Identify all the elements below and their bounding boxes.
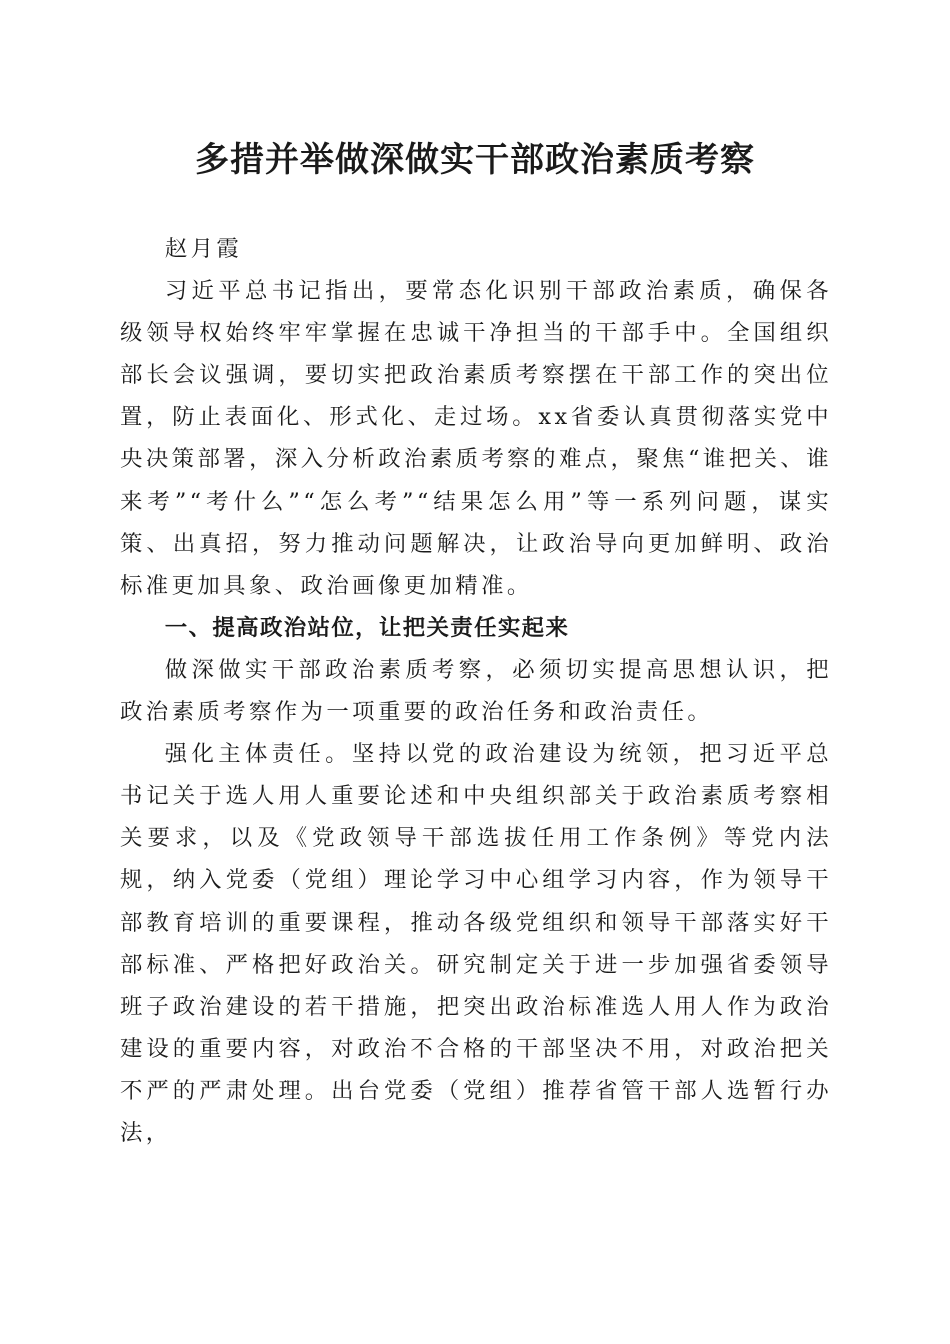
paragraph-section-lead: 做深做实干部政治素质考察，必须切实提高思想认识，把政治素质考察作为一项重要的政治任务和政治责任。 [120, 656, 832, 726]
document-body [120, 228, 832, 1154]
author-line: 赵月霞 [164, 236, 243, 262]
document-title: 多措并举做深做实干部政治素质考察 [195, 140, 755, 180]
section-heading: 一、提高政治站位，让把关责任实起来 [164, 614, 570, 641]
paragraph-intro: 习近平总书记指出，要常态化识别干部政治素质，确保各级领导权始终牢牢掌握在忠诚干净担当的干部手中。全国组织部长会议强调，要切实把政治素质考察摆在干部工作的突出位置，防止表面化、形式化、走过场。xx省委认真贯彻落实党中央决策部署，深入分析政治素质考察的难点，聚焦“谁把关、谁来考”“考什么”“怎么考”“结果怎么用”等一系列问题，谋实策、出真招，努力推动问题解决，让政治导向更加鲜明、政治标准更加具象、政治画像更加精准。 [120, 278, 832, 599]
paragraph-main-responsibility: 强化主体责任。坚持以党的政治建设为统领，把习近平总书记关于选人用人重要论述和中央组织部关于政治素质考察相关要求，以及《党政领导干部选拔任用工作条例》等党内法规，纳入党委（党组）理论学习中心组学习内容，作为领导干部教育培训的重要课程，推动各级党组织和领导干部落实好干部标准、严格把好政治关。研究制定关于进一步加强省委领导班子政治建设的若干措施，把突出政治标准选人用人作为政治建设的重要内容，对政治不合格的干部坚决不用，对政治把关不严的严肃处理。出台党委（党组）推荐省管干部人选暂行办法， [120, 741, 832, 1146]
